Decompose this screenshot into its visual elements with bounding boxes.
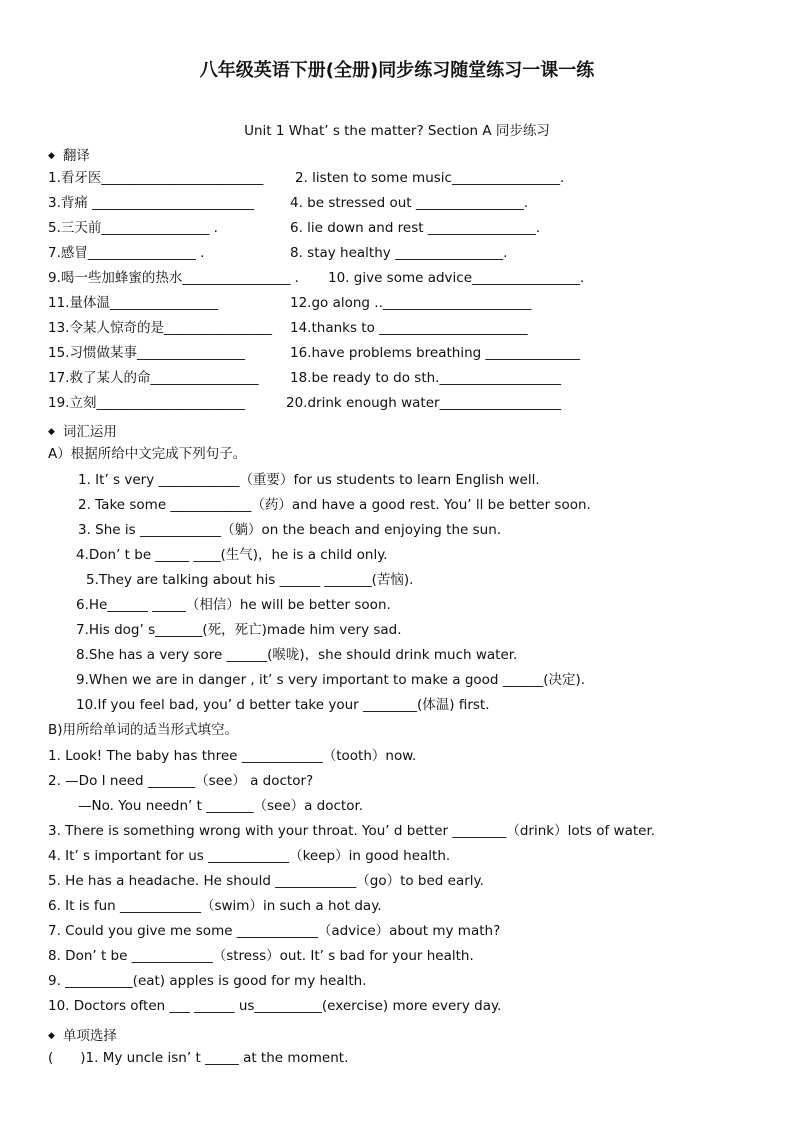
part-a-item: 6.He______ _____（相信）he will be better soon. xyxy=(76,597,391,613)
diamond-bullet-icon: ◆ xyxy=(48,427,55,437)
part-b-item: 2. —Do I need _______（see） a doctor? xyxy=(48,773,314,789)
translation-item: 18.be ready to do sth.__________________ xyxy=(290,370,561,386)
part-b-item: 10. Doctors often ___ ______ us__________(exercise) more every day. xyxy=(48,998,502,1014)
part-a-item: 5.They are talking about his ______ _______(苦恼). xyxy=(86,572,414,588)
translation-item: 11.量体温________________ xyxy=(48,295,218,311)
translation-item: 19.立刻______________________ xyxy=(48,395,245,411)
diamond-bullet-icon: ◆ xyxy=(48,1031,55,1041)
part-b-item: 1. Look! The baby has three ____________（tooth）now. xyxy=(48,748,417,764)
translation-item: 13.令某人惊奇的是________________ xyxy=(48,320,272,336)
part-b-item: 3. There is something wrong with your throat. You’ d better ________（drink）lots of water. xyxy=(48,823,656,839)
part-b-item: 7. Could you give me some ____________（advice）about my math? xyxy=(48,923,501,939)
part-a-item: 10.If you feel bad, you’ d better take your ________(体温) first. xyxy=(76,697,490,713)
translation-item: 12.go along ..______________________ xyxy=(290,295,532,311)
part-b-item: 5. He has a headache. He should ____________（go）to bed early. xyxy=(48,873,484,889)
part-a-item: 3. She is ____________（躺）on the beach and enjoying the sun. xyxy=(78,522,502,538)
section-translation-heading: ◆ 翻译 xyxy=(48,148,90,164)
translation-item: 3.背痛 ________________________ xyxy=(48,195,255,211)
translation-item: 8. stay healthy ________________. xyxy=(290,245,508,261)
part-b-item: 9. __________(eat) apples is good for my health. xyxy=(48,973,367,989)
diamond-bullet-icon: ◆ xyxy=(48,151,55,161)
page-subtitle: Unit 1 What’ s the matter? Section A 同步练习 xyxy=(244,123,550,139)
part-b-item: 4. It’ s important for us ____________（keep）in good health. xyxy=(48,848,451,864)
section-choice-heading: ◆ 单项选择 xyxy=(48,1028,117,1044)
translation-item: 9.喝一些加蜂蜜的热水________________ . xyxy=(48,270,299,286)
translation-item: 14.thanks to ______________________ xyxy=(290,320,528,336)
translation-item: 17.救了某人的命________________ xyxy=(48,370,259,386)
part-a-item: 1. It’ s very ____________（重要）for us students to learn English well. xyxy=(78,472,540,488)
translation-item: 5.三天前________________ . xyxy=(48,220,218,236)
part-a-item: 7.His dog’ s_______(死，死亡)made him very sad. xyxy=(76,622,402,638)
translation-item: 4. be stressed out ________________. xyxy=(290,195,529,211)
part-b-item: 6. It is fun ____________（swim）in such a hot day. xyxy=(48,898,382,914)
part-b-item: —No. You needn’ t _______（see）a doctor. xyxy=(78,798,364,814)
section-vocabulary-heading: ◆ 词汇运用 xyxy=(48,424,117,440)
translation-item: 15.习惯做某事________________ xyxy=(48,345,245,361)
part-a-item: 4.Don’ t be _____ ____(生气)，he is a child only. xyxy=(76,547,388,563)
page-title: 八年级英语下册(全册)同步练习随堂练习一课一练 xyxy=(199,60,595,81)
translation-item: 10. give some advice________________. xyxy=(328,270,585,286)
part-a-item: 8.She has a very sore ______(喉咙)，she should drink much water. xyxy=(76,647,518,663)
part-b-heading: B)用所给单词的适当形式填空。 xyxy=(48,722,239,738)
translation-item: 16.have problems breathing ______________ xyxy=(290,345,580,361)
translation-item: 1.看牙医________________________ xyxy=(48,170,264,186)
translation-item: 20.drink enough water__________________ xyxy=(286,395,562,411)
translation-item: 7.感冒________________ . xyxy=(48,245,205,261)
part-a-item: 2. Take some ____________（药）and have a good rest. You’ ll be better soon. xyxy=(78,497,591,513)
choice-item: ( )1. My uncle isn’ t _____ at the moment. xyxy=(48,1050,349,1066)
translation-item: 6. lie down and rest ________________. xyxy=(290,220,541,236)
translation-item: 2. listen to some music________________. xyxy=(295,170,565,186)
part-a-item: 9.When we are in danger , it’ s very important to make a good ______(决定). xyxy=(76,672,586,688)
part-b-item: 8. Don’ t be ____________（stress）out. It’ s bad for your health. xyxy=(48,948,474,964)
part-a-heading: A）根据所给中文完成下列句子。 xyxy=(48,446,247,462)
